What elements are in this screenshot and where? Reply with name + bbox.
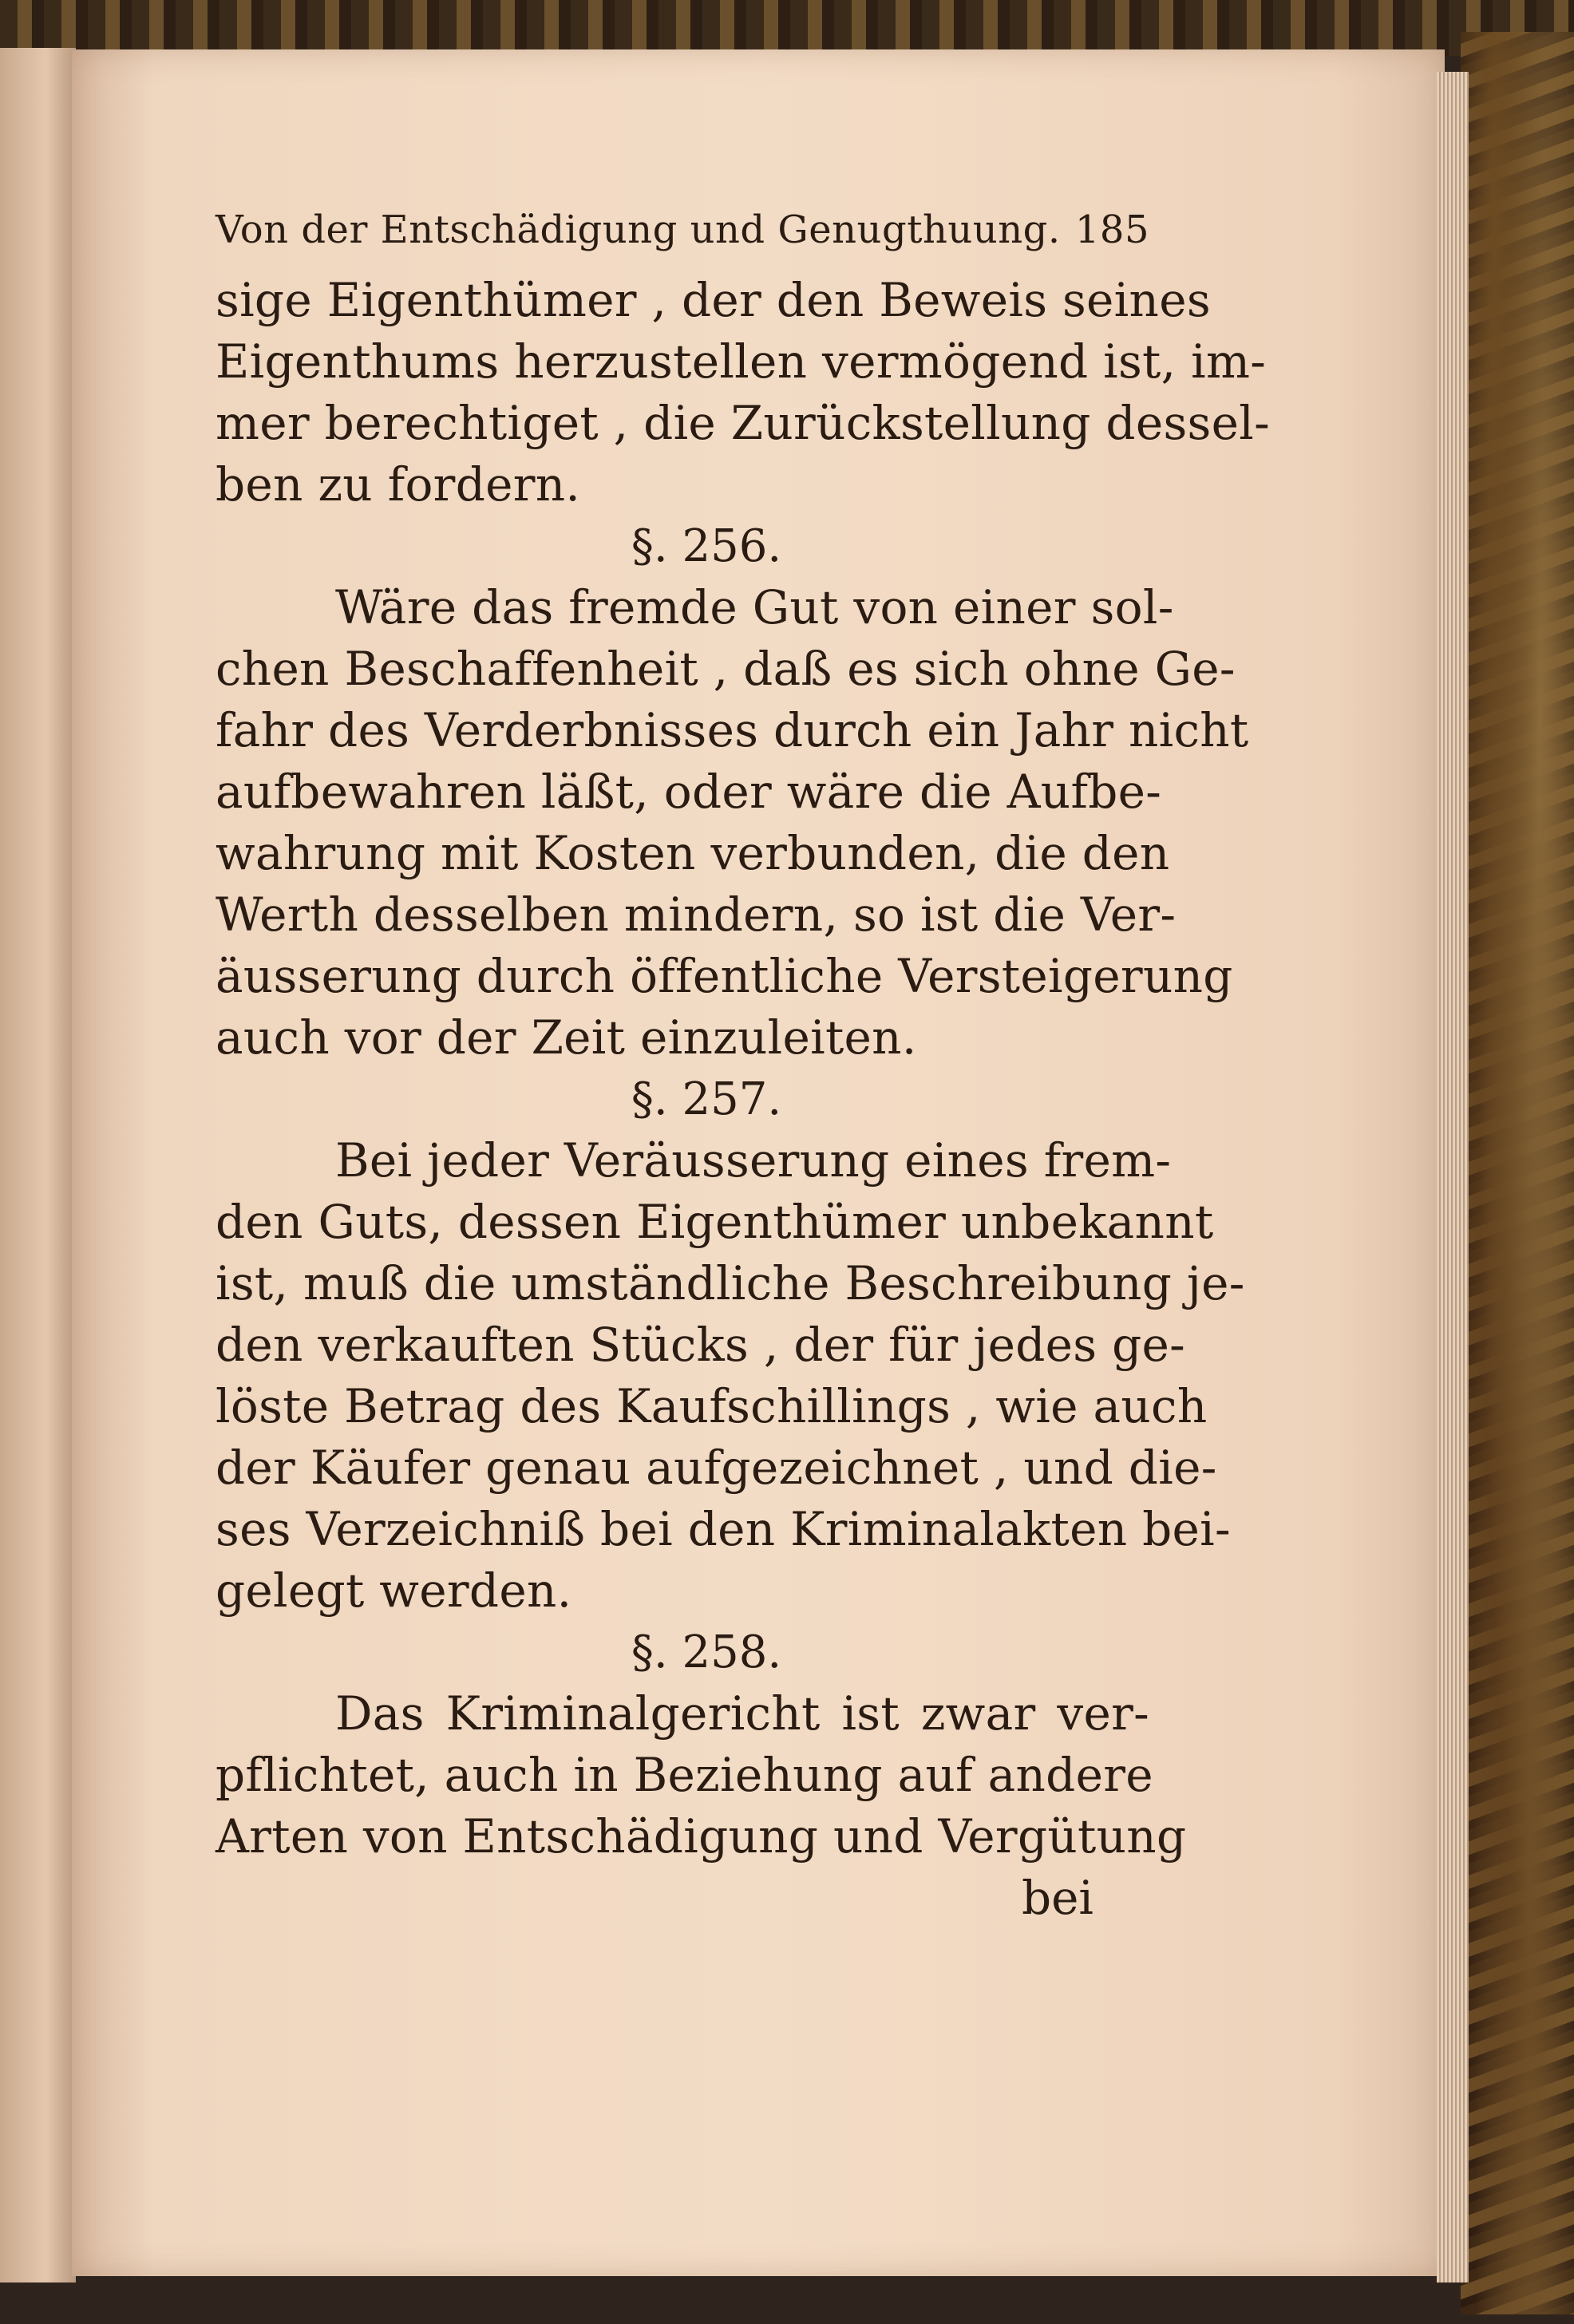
page-text [216, 208, 1270, 1929]
section-heading-256: §. 256. [631, 520, 782, 572]
running-head-title: Von der Entschädigung und Genugthuung. [216, 208, 1061, 252]
page-number: 185 [1074, 208, 1149, 252]
text-line: ses Verzeichniß bei den Kriminalakten bei- [216, 1502, 1231, 1556]
running-head [216, 208, 1149, 252]
text-line: ben zu fordern. [216, 457, 581, 512]
text-line: Wäre das fremde Gut von einer sol- [335, 580, 1174, 634]
text-line: ist, muß die umständliche Beschreibung je- [216, 1256, 1245, 1310]
text-line: den verkauften Stücks , der für jedes ge- [216, 1318, 1186, 1372]
text-line: äusserung durch öffentliche Versteigerung [216, 949, 1233, 1003]
text-line: den Guts, dessen Eigenthümer unbekannt [216, 1195, 1214, 1249]
text-line: chen Beschaffenheit , daß es sich ohne Ge- [216, 642, 1236, 696]
text-line: mer berechtiget , die Zurückstellung dessel- [216, 396, 1270, 450]
text-line: pflichtet, auch in Beziehung auf andere [216, 1748, 1153, 1802]
text-line: Das Kriminalgericht ist zwar ver- [335, 1686, 1149, 1741]
text-line: Bei jeder Veräusserung eines frem- [335, 1133, 1172, 1188]
book-cover-top [0, 0, 1574, 56]
book-cover-marbled [1461, 32, 1574, 2314]
text-line: gelegt werden. [216, 1563, 572, 1618]
text-line: auch vor der Zeit einzuleiten. [216, 1010, 917, 1065]
text-line: fahr des Verderbnisses durch ein Jahr nicht [216, 703, 1249, 757]
text-line: aufbewahren läßt, oder wäre die Aufbe- [216, 765, 1162, 819]
text-line: Eigenthums herzustellen vermögend ist, im- [216, 334, 1267, 389]
text-line: löste Betrag des Kaufschillings , wie auch [216, 1379, 1208, 1433]
text-line: wahrung mit Kosten verbunden, die den [216, 826, 1170, 880]
section-heading-257: §. 257. [631, 1073, 782, 1125]
page-edges [1437, 72, 1469, 2282]
text-line: sige Eigenthümer , der den Beweis seines [216, 273, 1211, 327]
catchword: bei [1021, 1871, 1093, 1925]
text-line: der Käufer genau aufgezeichnet , und die- [216, 1441, 1217, 1495]
facing-page-edge [0, 48, 76, 2282]
text-line: Werth desselben mindern, so ist die Ver- [216, 887, 1177, 942]
section-heading-258: §. 258. [631, 1626, 782, 1678]
text-line: Arten von Entschädigung und Vergütung [216, 1809, 1187, 1864]
